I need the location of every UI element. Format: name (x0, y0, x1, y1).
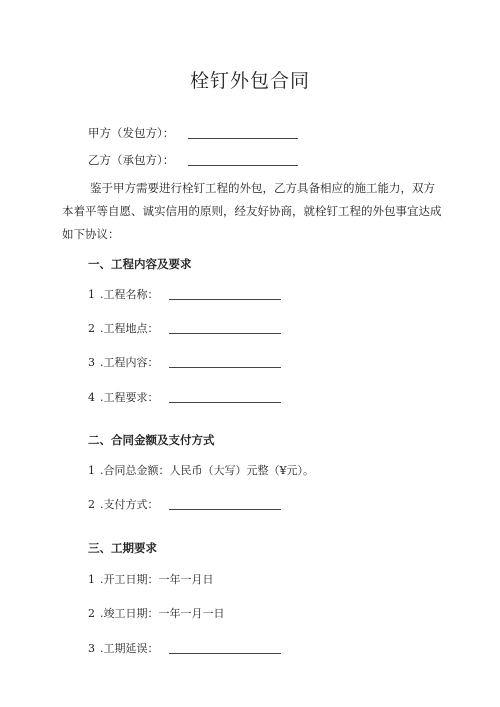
item-number: 1 (88, 464, 95, 477)
document-title: 栓钉外包合同 (189, 70, 310, 92)
list-item (88, 640, 281, 656)
item-label: .工程名称： (100, 288, 159, 301)
item-number: 3 (88, 642, 95, 655)
party-b-blank (188, 164, 298, 166)
item-label: .开工日期：一年一月日 (100, 573, 214, 586)
item-number: 2 (88, 498, 95, 511)
item-number: 2 (88, 322, 95, 335)
list-item (88, 462, 314, 478)
item-label: .支付方式： (100, 498, 159, 511)
section-heading-2: 二、合同金额及支付方式 (88, 433, 215, 447)
intro-paragraph: 鉴于甲方需要进行栓钉工程的外包，乙方具备相应的施工能力，双方本着平等自愿、诚实信用的原则，经友好协商，就栓钉工程的外包事宜达成如下协议： (62, 181, 442, 241)
list-item (88, 286, 281, 302)
party-b-label: 乙方（承包方）： (88, 153, 175, 167)
list-item (88, 571, 214, 587)
item-blank (169, 401, 281, 403)
item-number: 3 (88, 356, 95, 369)
section-heading-1: 一、工程内容及要求 (88, 257, 192, 271)
item-blank (169, 332, 281, 334)
list-item (88, 605, 225, 621)
item-label: .合同总金额：人民币（大写）元整（¥元）。 (100, 464, 314, 477)
party-a-blank (188, 137, 298, 139)
item-label: .竣工日期：一年一月一日 (100, 607, 225, 620)
list-item (88, 320, 281, 336)
item-label: .工程内容： (100, 356, 159, 369)
list-item (88, 496, 281, 512)
item-number: 2 (88, 607, 95, 620)
section-heading-3: 三、工期要求 (88, 541, 157, 555)
party-b-line (88, 152, 298, 168)
item-blank (169, 508, 281, 510)
party-a-label: 甲方（发包方）： (88, 126, 175, 140)
item-number: 4 (88, 391, 95, 404)
item-label: .工程要求： (100, 391, 159, 404)
item-number: 1 (88, 573, 95, 586)
item-label: .工期延误： (100, 642, 159, 655)
item-blank (169, 652, 281, 654)
party-a-line (88, 125, 298, 141)
list-item (88, 354, 281, 370)
item-blank (169, 366, 281, 368)
list-item (88, 389, 281, 405)
item-number: 1 (88, 288, 95, 301)
item-blank (169, 298, 281, 300)
item-label: .工程地点： (100, 322, 159, 335)
